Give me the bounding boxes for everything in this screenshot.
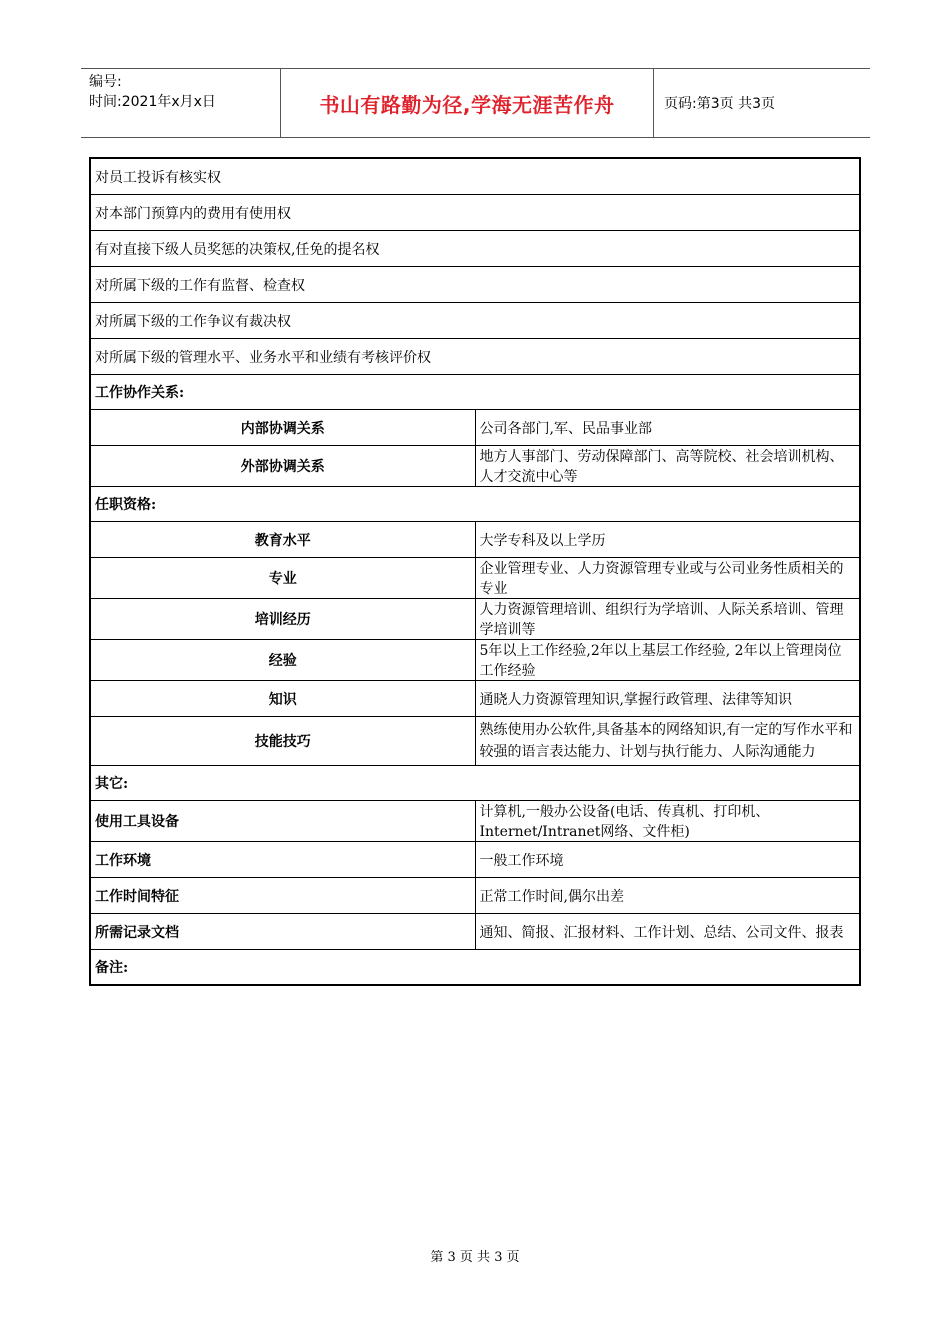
authority-text: 对所属下级的工作有监督、检查权 — [90, 267, 860, 303]
internal-coordination-value: 公司各部门,军、民品事业部 — [475, 410, 860, 446]
cooperation-section-row — [90, 375, 860, 410]
experience-label: 经验 — [90, 640, 475, 681]
header-meta — [81, 69, 281, 137]
authority-text: 对本部门预算内的费用有使用权 — [90, 195, 860, 231]
authority-row — [90, 267, 860, 303]
authority-row — [90, 158, 860, 195]
other-section-row — [90, 766, 860, 801]
environment-value: 一般工作环境 — [475, 842, 860, 878]
cooperation-section-title: 工作协作关系: — [90, 375, 860, 410]
internal-coordination-label: 内部协调关系 — [90, 410, 475, 446]
skills-value: 熟练使用办公软件,具备基本的网络知识,有一定的写作水平和较强的语言表达能力、计划与执行能力、人际沟通能力 — [475, 717, 860, 766]
knowledge-row — [90, 681, 860, 717]
skills-row — [90, 717, 860, 766]
authority-text: 对所属下级的工作争议有裁决权 — [90, 303, 860, 339]
experience-value: 5年以上工作经验,2年以上基层工作经验, 2年以上管理岗位工作经验 — [475, 640, 860, 681]
remarks-title: 备注: — [90, 950, 860, 986]
authority-text: 对所属下级的管理水平、业务水平和业绩有考核评价权 — [90, 339, 860, 375]
header-slogan: 书山有路勤为径,学海无涯苦作舟 — [281, 69, 654, 137]
authority-text: 有对直接下级人员奖惩的决策权,任免的提名权 — [90, 231, 860, 267]
records-value: 通知、简报、汇报材料、工作计划、总结、公司文件、报表 — [475, 914, 860, 950]
authority-row — [90, 195, 860, 231]
authority-text: 对员工投诉有核实权 — [90, 158, 860, 195]
education-label: 教育水平 — [90, 522, 475, 558]
other-section-title: 其它: — [90, 766, 860, 801]
header-page-info: 页码:第3页 共3页 — [664, 96, 775, 112]
major-value: 企业管理专业、人力资源管理专业或与公司业务性质相关的专业 — [475, 558, 860, 599]
job-description-table — [89, 157, 861, 986]
document-time: 时间:2021年x月x日 — [89, 94, 216, 110]
records-row — [90, 914, 860, 950]
major-label: 专业 — [90, 558, 475, 599]
authority-row — [90, 231, 860, 267]
document-number-label: 编号: — [89, 74, 122, 90]
qualifications-section-row — [90, 487, 860, 522]
skills-label: 技能技巧 — [90, 717, 475, 766]
work-time-label: 工作时间特征 — [90, 878, 475, 914]
knowledge-value: 通晓人力资源管理知识,掌握行政管理、法律等知识 — [475, 681, 860, 717]
tools-value: 计算机,一般办公设备(电话、传真机、打印机、Internet/Intranet网络、文件柜) — [475, 801, 860, 842]
environment-row — [90, 842, 860, 878]
external-coordination-value: 地方人事部门、劳动保障部门、高等院校、社会培训机构、人才交流中心等 — [475, 446, 860, 487]
training-label: 培训经历 — [90, 599, 475, 640]
education-row — [90, 522, 860, 558]
major-row — [90, 558, 860, 599]
remarks-row — [90, 950, 860, 986]
page-header — [81, 68, 870, 138]
external-coordination-row — [90, 446, 860, 487]
page-footer: 第 3 页 共 3 页 — [430, 1250, 520, 1265]
training-row — [90, 599, 860, 640]
work-time-value: 正常工作时间,偶尔出差 — [475, 878, 860, 914]
external-coordination-label: 外部协调关系 — [90, 446, 475, 487]
experience-row — [90, 640, 860, 681]
qualifications-section-title: 任职资格: — [90, 487, 860, 522]
training-value: 人力资源管理培训、组织行为学培训、人际关系培训、管理学培训等 — [475, 599, 860, 640]
education-value: 大学专科及以上学历 — [475, 522, 860, 558]
records-label: 所需记录文档 — [90, 914, 475, 950]
internal-coordination-row — [90, 410, 860, 446]
work-time-row — [90, 878, 860, 914]
environment-label: 工作环境 — [90, 842, 475, 878]
authority-row — [90, 339, 860, 375]
tools-label: 使用工具设备 — [90, 801, 475, 842]
authority-row — [90, 303, 860, 339]
knowledge-label: 知识 — [90, 681, 475, 717]
tools-row — [90, 801, 860, 842]
